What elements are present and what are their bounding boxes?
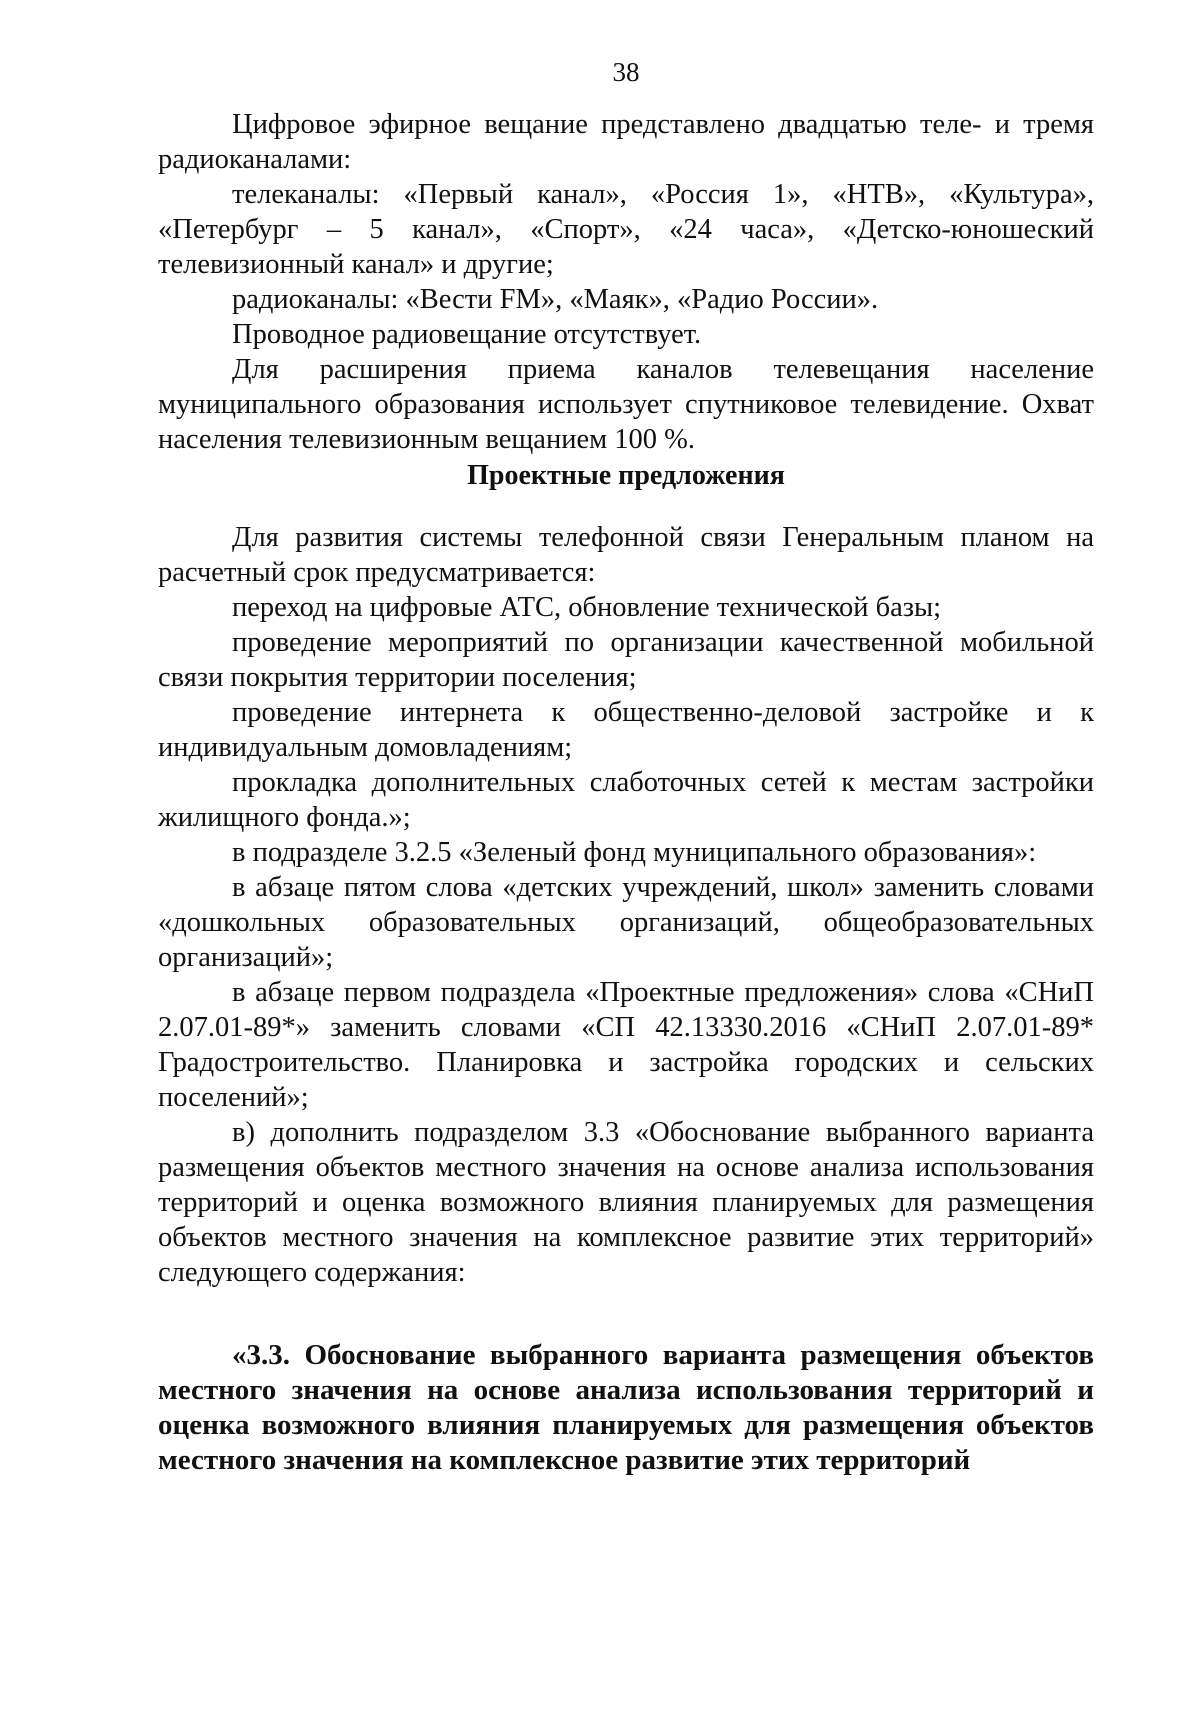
paragraph: прокладка дополнительных слаботочных сетей к местам застройки жилищного фонда.»; [158, 767, 1094, 833]
section-proposals [158, 520, 1094, 1290]
paragraph: переход на цифровые АТС, обновление технической базы; [232, 592, 942, 623]
paragraph: Цифровое эфирное вещание представлено двадцатью теле- и тремя радиоканалами: [158, 109, 1094, 175]
paragraph: в абзаце пятом слова «детских учреждений, школ» заменить словами «дошкольных образовательных организаций, общеобразовательных организаций»; [158, 872, 1094, 973]
section-3-3-heading-block [158, 1338, 1094, 1478]
paragraph: телеканалы: «Первый канал», «Россия 1», «НТВ», «Культура», «Петербург – 5 канал», «Спорт», «24 часа», «Детско-юношеский телевизионный канал» и другие; [158, 179, 1094, 280]
page-number: 38 [612, 57, 640, 87]
paragraph: Для расширения приема каналов телевещания население муниципального образования использует спутниковое телевидение. Охват населения телевизионным вещанием 100 %. [158, 354, 1094, 455]
paragraph: в) дополнить подразделом 3.3 «Обоснование выбранного варианта размещения объектов местного значения на основе анализа использования территорий и оценка возможного влияния планируемых для размещения объектов местного значения на комплексное развитие этих территорий» следующего содержания: [158, 1117, 1094, 1288]
paragraph: Проводное радиовещание отсутствует. [232, 319, 702, 350]
section-broadcasting [158, 107, 1094, 457]
section-heading: Проектные предложения [467, 460, 785, 491]
paragraph: проведение мероприятий по организации качественной мобильной связи покрытия территории поселения; [158, 627, 1094, 693]
paragraph: в абзаце первом подраздела «Проектные предложения» слова «СНиП 2.07.01-89*» заменить словами «СП 42.13330.2016 «СНиП 2.07.01-89* Градостроительство. Планировка и застройка городских и сельских поселений»; [158, 977, 1094, 1113]
paragraph: в подразделе 3.2.5 «Зеленый фонд муниципального образования»: [232, 837, 1037, 868]
proposals-heading-block [158, 458, 1094, 493]
paragraph: проведение интернета к общественно-деловой застройке и к индивидуальным домовладениям; [158, 697, 1094, 763]
paragraph: радиоканалы: «Вести FM», «Маяк», «Радио России». [232, 284, 879, 315]
paragraph: Для развития системы телефонной связи Генеральным планом на расчетный срок предусматривается: [158, 522, 1094, 588]
section-heading-3-3: «3.3. Обоснование выбранного варианта размещения объектов местного значения на основе анализа использования территорий и оценка возможного влияния планируемых для размещения объектов местного значения на комплексное развитие этих территорий [158, 1339, 1094, 1476]
